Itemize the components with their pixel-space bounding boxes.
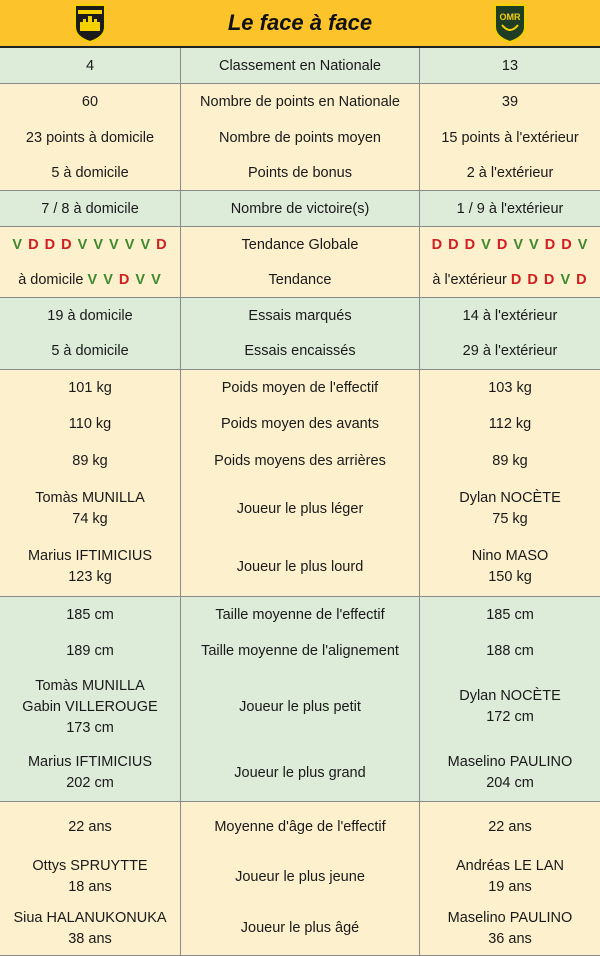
poids-avants-right: 112 kg [488,415,532,432]
plus-lourd-left-name: Marius IFTIMICIUS [27,548,153,564]
tendance-globale-right [420,227,600,263]
plus-age-right-value: 36 ans [488,930,532,947]
global-right-result: D [561,236,573,253]
global-right-result: V [529,236,540,253]
victoires-left: 7 / 8 à domicile [41,200,139,217]
global-left-result: V [93,236,104,253]
poids-effectif-right: 103 kg [488,379,532,396]
plus-grand-left-value: 202 cm [66,775,114,791]
bonus-right: 2 à l'extérieur [466,164,554,181]
plus-jeune-left-value: 18 ans [68,879,112,895]
section-poids [0,370,600,597]
global-left-result: V [140,236,152,253]
plus-jeune-right-value: 19 ans [488,879,532,895]
age-moyen-left: 22 ans [68,818,112,835]
away-right-result: D [510,271,523,288]
plus-grand-right-value: 204 cm [486,775,534,791]
plus-lourd-label: Joueur le plus lourd [236,558,364,575]
classement-right: 13 [501,57,519,74]
plus-lourd-right-name: Nino MASO [471,548,549,564]
plus-leger-right-name: Dylan NOCÈTE [459,490,561,506]
tendance-left-prefix: à domicile [18,271,84,288]
global-left-result: D [156,236,168,253]
us-carcassonne-logo [73,3,107,43]
bonus-label: Points de bonus [248,164,352,181]
global-right-result: D [431,236,444,253]
points-left: 60 [81,93,99,110]
section-essais [0,298,600,370]
global-left-result: D [28,236,40,253]
section-age [0,802,600,956]
essais-marques-right: 14 à l'extérieur [462,307,558,324]
plus-grand-left [0,745,180,801]
plus-lourd-right [420,538,600,596]
tendance-right-prefix: à l'extérieur [432,271,507,288]
age-moyen-right: 22 ans [488,818,532,835]
tendance-left [0,263,180,297]
essais-marques-left: 19 à domicile [47,307,133,324]
poids-avants-label: Poids moyen des avants [221,415,379,432]
taille-alignement-right: 188 cm [486,642,534,659]
plus-leger-right [420,480,600,538]
tendance-globale-label: Tendance Globale [241,236,359,253]
global-right-result: D [448,236,460,253]
plus-leger-right-value: 75 kg [492,511,528,527]
home-left-result: D [118,271,131,288]
taille-effectif-left: 185 cm [66,606,114,623]
global-left-result: V [124,236,136,253]
classement-left: 4 [85,57,95,74]
plus-age-right [420,902,600,955]
plus-grand-left-name: Marius IFTIMICIUS [27,754,153,770]
away-right-result: D [543,271,556,288]
taille-alignement-label: Taille moyenne de l'alignement [201,642,399,659]
essais-encaisses-left: 5 à domicile [51,343,129,359]
section-victoires [0,191,600,227]
poids-effectif-left: 101 kg [68,379,112,396]
plus-jeune-label: Joueur le plus jeune [235,868,365,885]
points-moyen-right: 15 points à l'extérieur [441,129,579,146]
section-points [0,84,600,191]
poids-arrieres-right: 89 kg [492,452,528,469]
points-moyen-label: Nombre de points moyen [219,129,381,146]
global-left-result: V [12,236,24,253]
plus-petit-label: Joueur le plus petit [239,698,361,715]
poids-arrieres-left: 89 kg [72,452,108,469]
plus-petit-right-value: 172 cm [486,709,534,725]
section-taille [0,597,600,802]
away-right-result: D [527,271,539,288]
comparison-table [0,48,600,956]
plus-leger-left-name: Tomàs MUNILLA [35,490,145,506]
plus-age-right-name: Maselino PAULINO [447,909,573,926]
poids-avants-left: 110 kg [68,415,112,432]
section-tendance [0,227,600,298]
global-right-result: V [513,236,524,253]
plus-jeune-left-name: Ottys SPRUYTTE [32,858,148,874]
omr-logo [493,3,527,43]
essais-marques-label: Essais marqués [248,307,352,324]
plus-petit-right-name: Dylan NOCÈTE [459,688,561,704]
victoires-label: Nombre de victoire(s) [230,200,370,217]
plus-lourd-left-value: 123 kg [68,569,112,585]
taille-effectif-right: 185 cm [486,606,534,623]
home-left-result: V [135,271,147,288]
header-bar [0,0,600,48]
page-title: Le face à face [227,10,373,35]
plus-petit-left-name: Tomàs MUNILLA [35,677,145,694]
plus-age-label: Joueur le plus âgé [240,920,360,936]
plus-petit-right [420,669,600,745]
home-left-result: V [103,271,114,288]
bonus-left: 5 à domicile [51,164,129,181]
section-classement [0,48,600,84]
classement-label: Classement en Nationale [218,57,381,74]
points-label: Nombre de points en Nationale [200,93,400,110]
away-right-result: D [576,271,588,288]
global-right-result: D [464,236,477,253]
victoires-right: 1 / 9 à l'extérieur [456,200,564,217]
plus-petit-left-value: 173 cm [66,719,114,736]
plus-jeune-left [0,852,180,902]
plus-lourd-right-value: 150 kg [488,569,532,585]
plus-jeune-right [420,852,600,902]
plus-age-left [0,902,180,955]
age-moyen-label: Moyenne d'âge de l'effectif [214,818,386,835]
away-right-result: V [560,271,572,288]
plus-grand-right [420,745,600,801]
global-right-result: D [544,236,557,253]
poids-effectif-label: Poids moyen de l'effectif [221,379,379,396]
plus-leger-left-value: 74 kg [72,511,108,527]
global-right-result: V [481,236,492,253]
taille-alignement-left: 189 cm [66,642,114,659]
tendance-globale-left [0,227,180,263]
essais-encaisses-right: 29 à l'extérieur [462,343,558,359]
plus-grand-label: Joueur le plus grand [234,764,366,781]
points-right: 39 [501,93,519,110]
tendance-label: Tendance [268,271,332,288]
points-moyen-left: 23 points à domicile [25,129,155,146]
plus-petit-left [0,669,180,745]
omr-logo-text: OMR [499,12,521,22]
global-left-result: D [61,236,73,253]
plus-age-left-value: 38 ans [68,930,112,947]
global-right-result: D [496,236,509,253]
tendance-right [420,263,600,297]
home-left-result: V [151,271,162,288]
plus-lourd-left [0,538,180,596]
global-left-result: V [109,236,120,253]
plus-jeune-right-name: Andréas LE LAN [455,858,564,874]
global-left-result: D [44,236,57,253]
taille-effectif-label: Taille moyenne de l'effectif [215,606,385,623]
global-left-result: V [77,236,89,253]
global-right-result: V [577,236,589,253]
plus-petit-left-name2: Gabin VILLEROUGE [22,698,158,715]
poids-arrieres-label: Poids moyens des arrières [214,452,386,469]
plus-leger-label: Joueur le plus léger [236,500,364,517]
essais-encaisses-label: Essais encaissés [244,343,356,359]
plus-age-left-name: Siua HALANUKONUKA [13,909,167,926]
home-left-result: V [87,271,99,288]
plus-leger-left [0,480,180,538]
plus-grand-right-name: Maselino PAULINO [447,754,573,770]
